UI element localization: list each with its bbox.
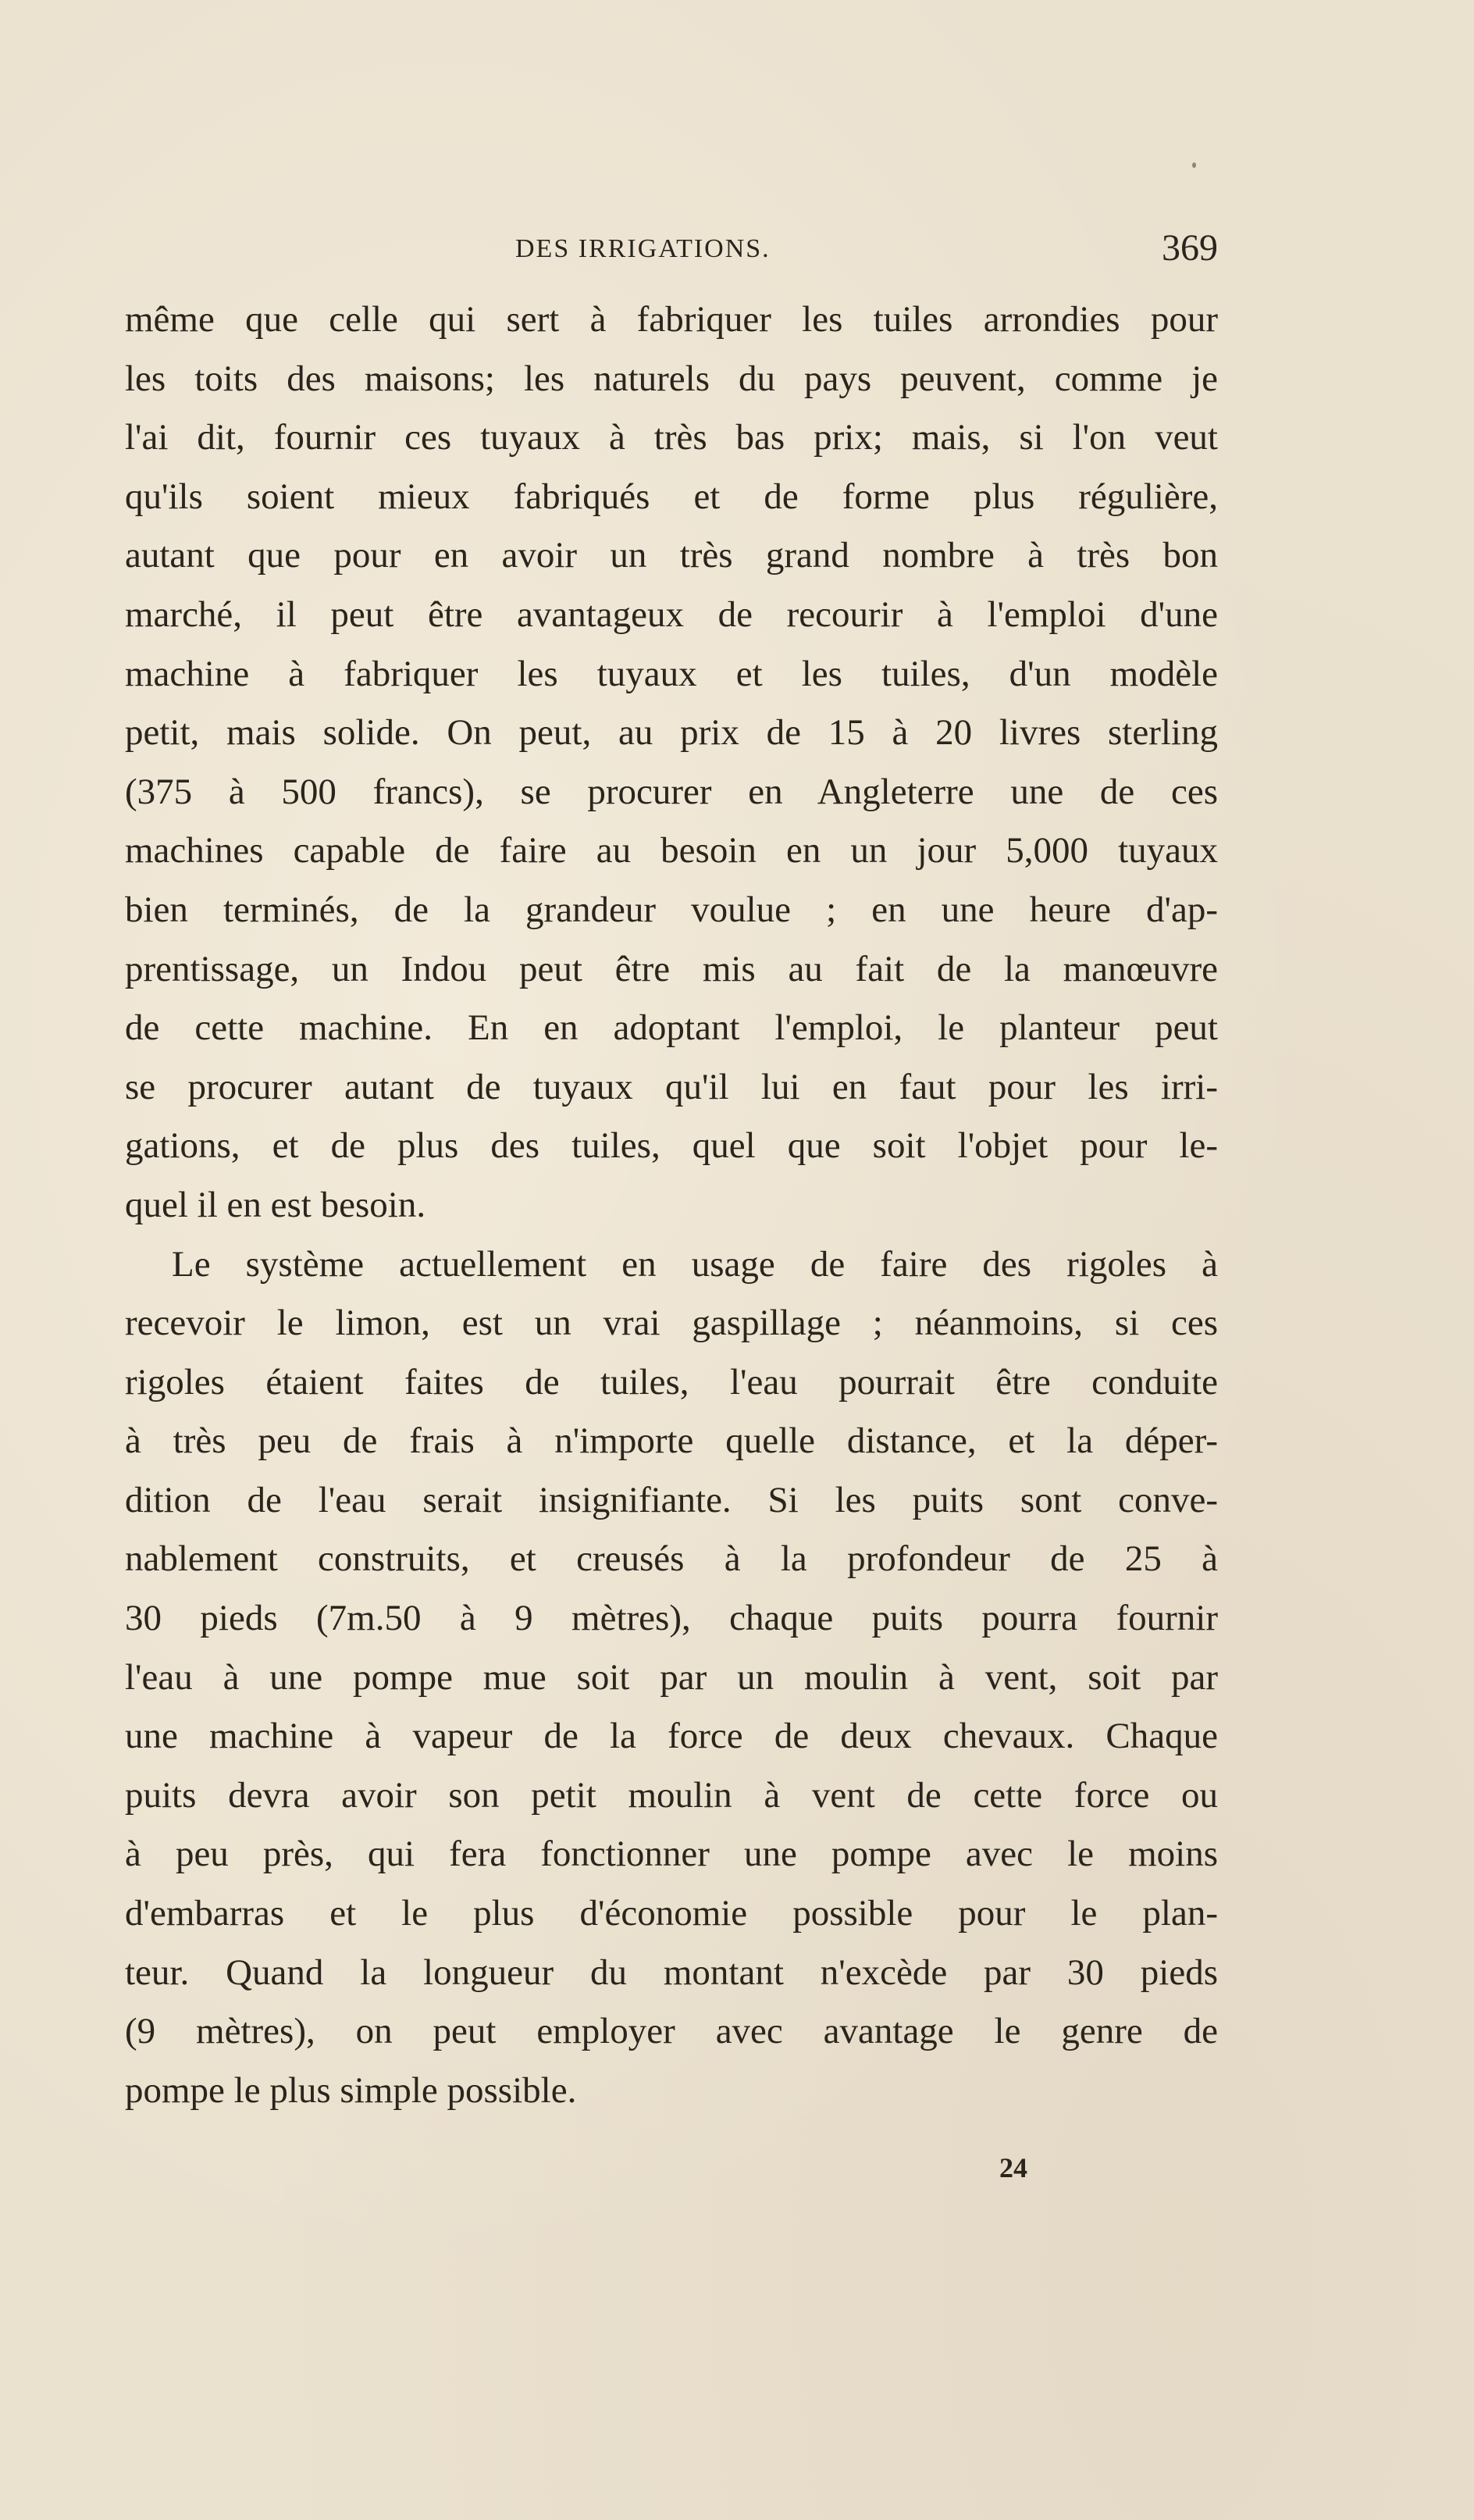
- text-line: qu'ils soient mieux fabriqués et de forme plus régulière,: [125, 476, 1218, 517]
- text-line: l'eau à une pompe mue soit par un moulin à vent, soit par: [125, 1656, 1218, 1698]
- running-title: DES IRRIGATIONS.: [515, 234, 771, 263]
- text-line: petit, mais solide. On peut, au prix de 15 à 20 livres sterling: [125, 712, 1218, 754]
- text-line: (9 mètres), on peut employer avec avantage le genre de: [125, 2011, 1218, 2052]
- text-line: rigoles étaient faites de tuiles, l'eau pourrait être conduite: [125, 1361, 1218, 1403]
- text-line: gations, et de plus des tuiles, quel que soit l'objet pour le-: [125, 1125, 1218, 1167]
- text-line: à peu près, qui fera fonctionner une pompe avec le moins: [125, 1834, 1218, 1875]
- text-line: puits devra avoir son petit moulin à vent de cette force ou: [125, 1774, 1218, 1816]
- text-line: nablement construits, et creusés à la profondeur de 25 à: [125, 1538, 1218, 1580]
- text-line: autant que pour en avoir un très grand nombre à très bon: [125, 535, 1218, 576]
- text-line: à très peu de frais à n'importe quelle distance, et la déper-: [125, 1420, 1218, 1462]
- text-line: recevoir le limon, est un vrai gaspillage ; néanmoins, si ces: [125, 1303, 1218, 1344]
- paragraph-last-line: pompe le plus simple possible.: [125, 2069, 577, 2111]
- text-line: 30 pieds (7m.50 à 9 mètres), chaque puits pourra fournir: [125, 1598, 1218, 1639]
- text-line: prentissage, un Indou peut être mis au fait de la manœuvre: [125, 948, 1218, 989]
- body-text: [125, 290, 1218, 2120]
- text-line: même que celle qui sert à fabriquer les tuiles arrondies pour: [125, 299, 1218, 340]
- text-line: dition de l'eau serait insignifiante. Si les puits sont conve-: [125, 1479, 1218, 1520]
- page-number: 369: [1162, 227, 1218, 269]
- text-line: d'embarras et le plus d'économie possible pour le plan-: [125, 1893, 1218, 1934]
- text-line: de cette machine. En en adoptant l'emploi, le planteur peut: [125, 1007, 1218, 1049]
- paragraph-first-line: Le système actuellement en usage de faire des rigoles à: [172, 1243, 1218, 1285]
- text-line: une machine à vapeur de la force de deux chevaux. Chaque: [125, 1716, 1218, 1757]
- text-line: se procurer autant de tuyaux qu'il lui en faut pour les irri-: [125, 1066, 1218, 1107]
- text-line: les toits des maisons; les naturels du pays peuvent, comme je: [125, 358, 1218, 399]
- text-line: l'ai dit, fournir ces tuyaux à très bas prix; mais, si l'on veut: [125, 417, 1218, 458]
- text-line: machine à fabriquer les tuyaux et les tuiles, d'un modèle: [125, 653, 1218, 694]
- running-head: [125, 226, 1218, 273]
- text-line: bien terminés, de la grandeur voulue ; en une heure d'ap-: [125, 889, 1218, 930]
- paragraph-last-line: quel il en est besoin.: [125, 1184, 426, 1225]
- text-line: (375 à 500 francs), se procurer en Angleterre une de ces: [125, 771, 1218, 812]
- text-line: marché, il peut être avantageux de recourir à l'emploi d'une: [125, 593, 1218, 635]
- text-line: teur. Quand la longueur du montant n'excède par 30 pieds: [125, 1951, 1218, 1993]
- text-line: machines capable de faire au besoin en un jour 5,000 tuyaux: [125, 830, 1218, 871]
- paper-speck: [1192, 162, 1196, 168]
- signature-mark: 24: [999, 2152, 1027, 2183]
